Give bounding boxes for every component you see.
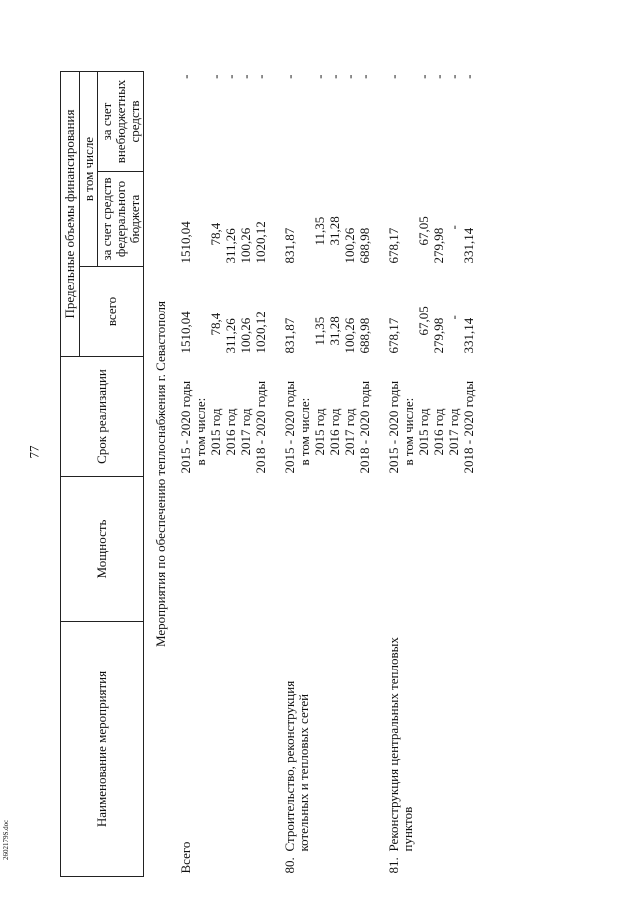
period-cell: 2015 год — [415, 408, 431, 456]
offbudget-cell: - — [311, 74, 327, 79]
total-cell: 67,05 — [415, 306, 431, 336]
header-offbudget: за счет внебюджетных средств — [98, 71, 144, 171]
table-container — [60, 72, 580, 877]
period-cell: 2017 год — [445, 408, 461, 456]
period-cell: 2018 - 2020 годы — [460, 380, 476, 474]
total-cell: 331,14 — [460, 317, 476, 354]
total-cell — [194, 270, 209, 354]
period-cell: 2015 - 2020 годы — [281, 380, 297, 474]
row-name: Всего — [177, 841, 193, 874]
federal-cell — [194, 175, 209, 264]
offbudget-cell: - — [326, 74, 342, 79]
offbudget-cell: - — [341, 74, 357, 79]
period-cell: 2018 - 2020 годы — [252, 380, 268, 474]
total-cell: 279,98 — [430, 317, 446, 354]
offbudget-cell: - — [252, 74, 268, 79]
row-name: Реконструкция центральных тепловых пунктов — [385, 637, 416, 852]
period-cell: 2016 год — [222, 408, 238, 456]
federal-cell: 11,35 — [311, 216, 327, 246]
header-total: всего — [79, 267, 144, 357]
offbudget-cell: - — [385, 74, 401, 79]
header-limits: Предельные объемы финансирования — [61, 71, 80, 356]
offbudget-cell — [194, 74, 209, 168]
row-number: 80. — [281, 857, 297, 874]
offbudget-cell: - — [177, 74, 193, 79]
total-cell: 311,26 — [222, 318, 238, 354]
offbudget-cell: - — [415, 74, 431, 79]
federal-cell: 831,87 — [281, 227, 297, 264]
federal-cell: 678,17 — [385, 227, 401, 264]
federal-cell: 100,26 — [237, 227, 253, 264]
offbudget-cell: - — [430, 74, 446, 79]
table-row — [387, 71, 477, 876]
federal-cell: 100,26 — [341, 227, 357, 264]
federal-cell: 31,28 — [326, 216, 342, 246]
period-cell: 2016 год — [430, 408, 446, 456]
period-cell: 2016 год — [326, 408, 342, 456]
total-cell: 1020,12 — [252, 311, 268, 354]
total-cell: 678,17 — [385, 317, 401, 354]
header-period: Срок реализации — [61, 357, 144, 477]
offbudget-cell: - — [237, 74, 253, 79]
offbudget-cell: - — [281, 74, 297, 79]
period-cell: 2015 год — [207, 408, 223, 456]
period-cell: 2015 - 2020 годы — [177, 380, 193, 474]
period-cell: в том числе: — [192, 397, 208, 466]
federal-cell: 1510,04 — [177, 221, 193, 264]
total-cell: 688,98 — [356, 317, 372, 354]
footer-filename: 2602179S.doc — [2, 819, 10, 860]
table-row — [283, 71, 373, 876]
total-cell: 11,35 — [311, 316, 327, 346]
total-cell — [402, 270, 417, 354]
federal-cell: 311,26 — [222, 228, 238, 264]
offbudget-cell: - — [207, 74, 223, 79]
total-cell: 1510,04 — [177, 311, 193, 354]
period-cell: 2017 год — [237, 408, 253, 456]
total-cell — [298, 270, 313, 354]
federal-cell: 331,14 — [460, 227, 476, 264]
federal-cell: 67,05 — [415, 216, 431, 246]
period-cell: 2018 - 2020 годы — [356, 380, 372, 474]
row-number: 81. — [385, 857, 401, 874]
period-cell: 2015 - 2020 годы — [385, 380, 401, 474]
period-cell: в том числе: — [296, 397, 312, 466]
financing-table — [60, 71, 477, 877]
offbudget-cell: - — [460, 74, 476, 79]
federal-cell: 688,98 — [356, 227, 372, 264]
total-cell: 100,26 — [341, 317, 357, 354]
period-cell: 2015 год — [311, 408, 327, 456]
header-name: Наименование мероприятия — [61, 622, 144, 877]
federal-cell: 1020,12 — [252, 221, 268, 264]
header-capacity: Мощность — [61, 477, 144, 622]
federal-cell: 279,98 — [430, 227, 446, 264]
federal-cell: 78,4 — [207, 222, 223, 246]
header-federal: за счет средств федерального бюджета — [98, 172, 144, 267]
header-including: в том числе — [79, 71, 98, 266]
page-number: 77 — [26, 445, 42, 459]
total-cell: 78,4 — [207, 312, 223, 336]
period-cell: 2017 год — [341, 408, 357, 456]
federal-cell: - — [445, 225, 461, 230]
total-cell: 100,26 — [237, 317, 253, 354]
row-name: Строительство, реконструкция котельных и тепловых сетей — [281, 680, 312, 852]
offbudget-cell — [402, 74, 417, 168]
offbudget-cell: - — [222, 74, 238, 79]
total-cell: 831,87 — [281, 317, 297, 354]
period-cell: в том числе: — [400, 397, 416, 466]
total-cell: 31,28 — [326, 316, 342, 346]
federal-cell — [402, 175, 417, 264]
offbudget-cell — [298, 74, 313, 168]
section-title: Мероприятия по обеспечению теплоснабжения г. Севастополя — [153, 301, 169, 647]
total-cell: - — [445, 315, 461, 320]
federal-cell — [298, 175, 313, 264]
table-row — [179, 71, 269, 876]
offbudget-cell: - — [356, 74, 372, 79]
offbudget-cell: - — [445, 74, 461, 79]
